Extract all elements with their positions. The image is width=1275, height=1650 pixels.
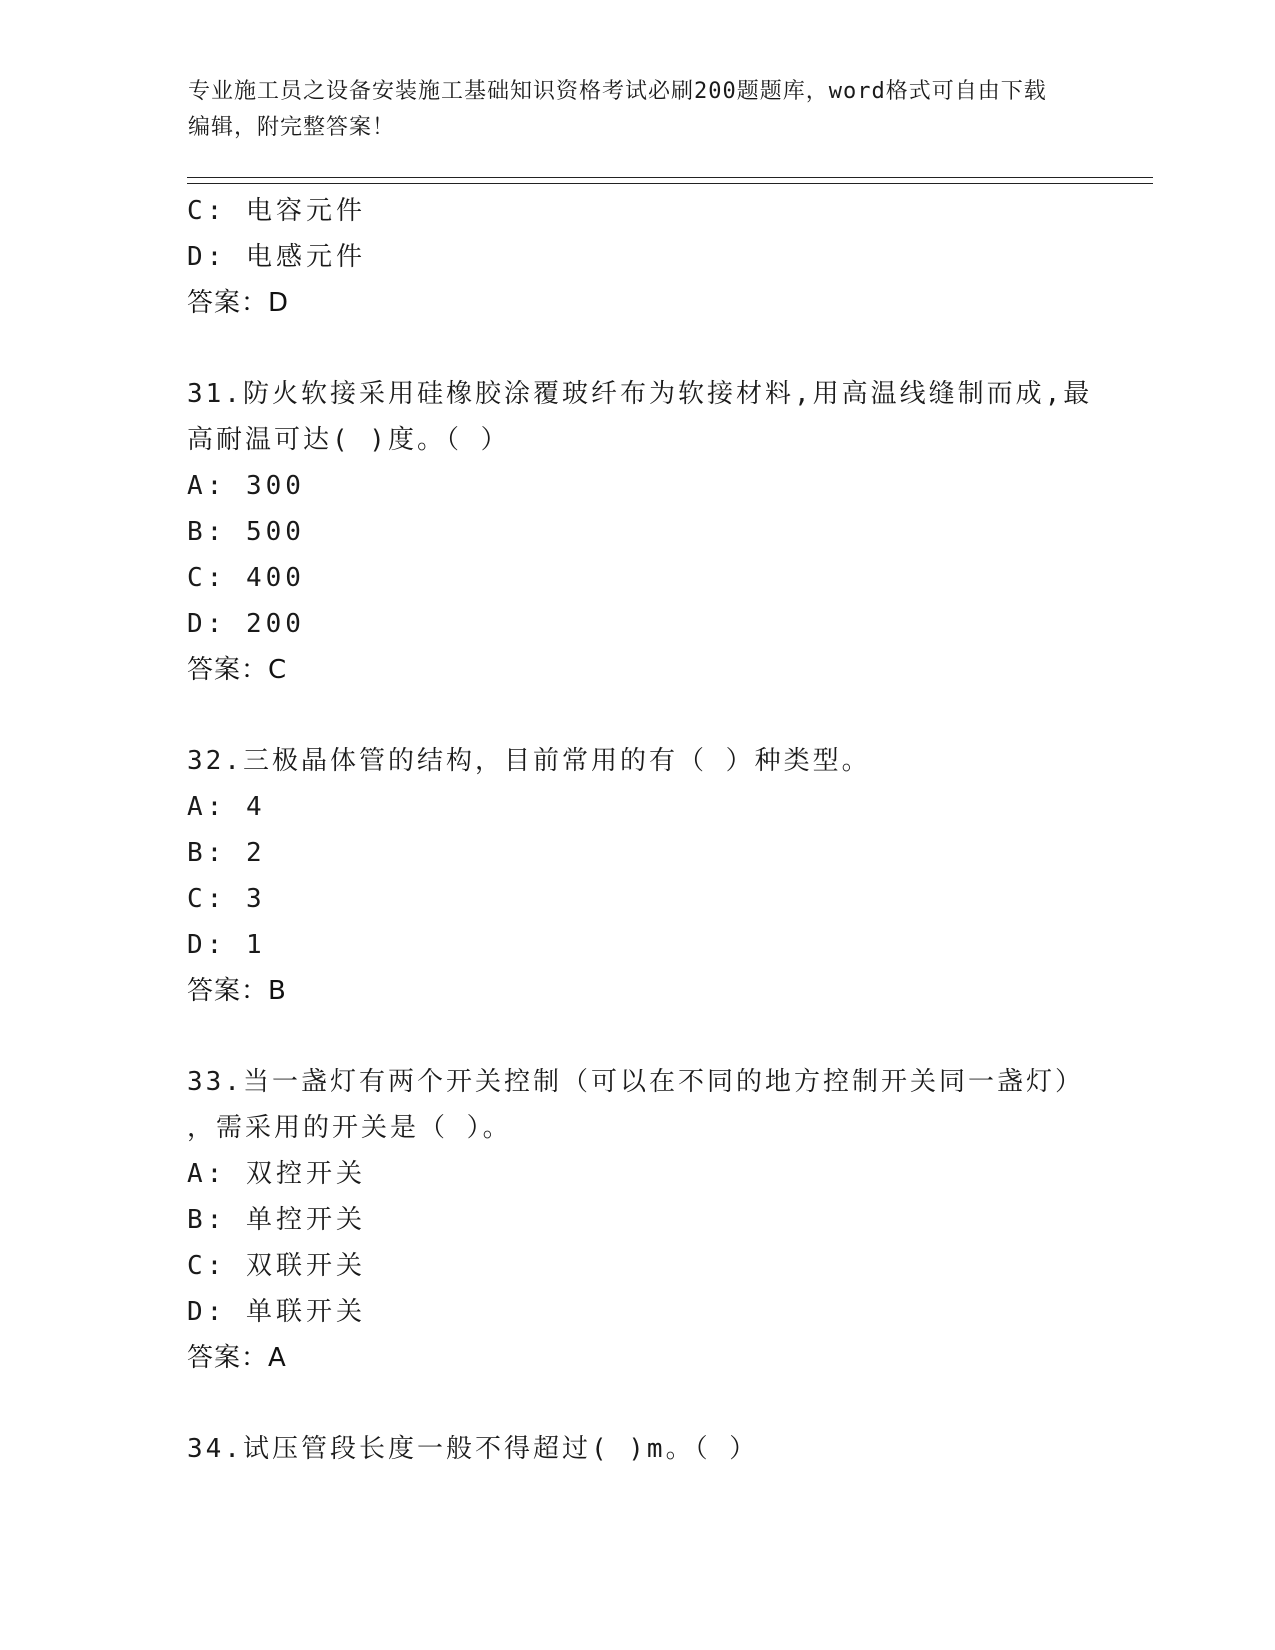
option-c: C: 电容元件 — [187, 196, 366, 226]
answer-line: 答案：D — [187, 288, 290, 318]
option-b: B: 2 — [187, 838, 266, 868]
document-header-title: 专业施工员之设备安装施工基础知识资格考试必刷200题题库，word格式可自由下载编辑，附完整答案！ — [188, 79, 1047, 140]
option-c: C: 3 — [187, 884, 266, 914]
question-stem: 34.试压管段长度一般不得超过( )m。（ ） — [187, 1434, 759, 1464]
answer-line: 答案：B — [187, 976, 287, 1006]
answer-line: 答案：C — [187, 655, 288, 685]
header-rule-top — [187, 177, 1153, 178]
spacer — [187, 326, 1147, 371]
option-b: B: 单控开关 — [187, 1205, 366, 1235]
option-b: B: 500 — [187, 517, 305, 547]
spacer — [187, 1381, 1147, 1426]
question-block-32 — [187, 738, 1147, 1014]
spacer — [187, 693, 1147, 738]
question-stem: 31.防火软接采用硅橡胶涂覆玻纤布为软接材料,用高温线缝制而成,最 — [187, 379, 1093, 409]
question-stem: 32.三极晶体管的结构，目前常用的有（ ）种类型。 — [187, 746, 871, 776]
question-block-33 — [187, 1059, 1147, 1381]
option-a: A: 300 — [187, 471, 305, 501]
spacer — [187, 1014, 1147, 1059]
question-content — [187, 188, 1147, 1472]
question-stem: 高耐温可达( )度。（ ） — [187, 425, 510, 455]
option-d: D: 单联开关 — [187, 1297, 366, 1327]
option-d: D: 200 — [187, 609, 305, 639]
option-c: C: 400 — [187, 563, 305, 593]
question-block-prev — [187, 188, 1147, 326]
option-d: D: 1 — [187, 930, 266, 960]
question-stem: 33.当一盏灯有两个开关控制（可以在不同的地方控制开关同一盏灯） — [187, 1067, 1084, 1097]
option-a: A: 4 — [187, 792, 266, 822]
question-block-34 — [187, 1426, 1147, 1472]
option-c: C: 双联开关 — [187, 1251, 366, 1281]
option-a: A: 双控开关 — [187, 1159, 366, 1189]
question-block-31 — [187, 371, 1147, 693]
answer-line: 答案：A — [187, 1343, 287, 1373]
header-rule-bottom — [187, 183, 1153, 184]
question-stem: ，需采用的开关是（ ）。 — [187, 1113, 512, 1143]
option-d: D: 电感元件 — [187, 242, 366, 272]
